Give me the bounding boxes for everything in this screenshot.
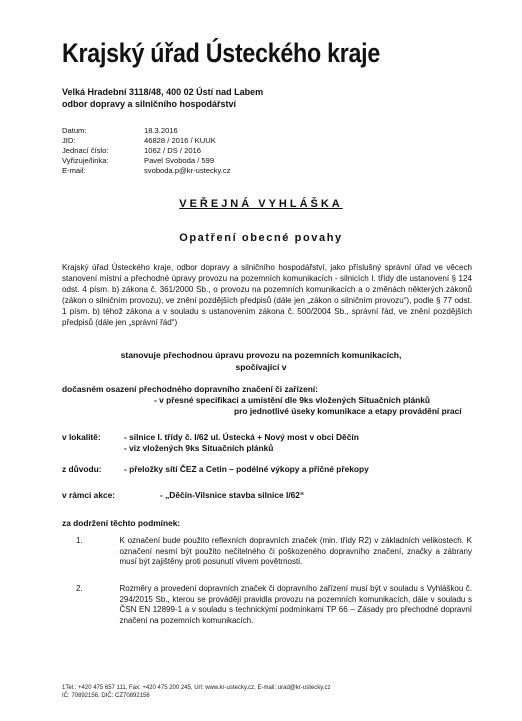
- decision-line-1: stanovuje přechodnou úpravu provozu na pozemních komunikacích,: [120, 350, 402, 360]
- meta-row-date: [62, 126, 231, 136]
- condition-number: 1.: [76, 536, 83, 545]
- meta-row-reference: [62, 146, 231, 156]
- document-metadata: [62, 126, 231, 176]
- reason-text: - přeložky sítí ČEZ a Cetin – podélné výkopy a příčné překopy: [124, 464, 369, 474]
- meta-row-jid: [62, 136, 231, 146]
- location-line-2: - viz vložených 9ks Situačních plánků: [124, 443, 274, 453]
- meta-value: 18.3.2016: [144, 126, 178, 135]
- authority-address: Velká Hradební 3118/48, 400 02 Ústí nad Labem: [62, 87, 264, 97]
- placement-line-3: pro jednotlivé úseky komunikace a etapy provádění prací: [234, 406, 462, 416]
- condition-text: Rozměry a provedení dopravních značek či dopravního zařízení musí být v souladu s Vyhláškou č. 294/2015 Sb., kterou se provádějí pravidla provozu na pozemních komunikacích, dále v souladu s ČSN EN 12899-1 a v souladu s technickými podmínkami TP 66 – Zásady pro přechodné dopravní značení na pozemních komunikacích.: [119, 584, 472, 625]
- meta-row-email: [62, 166, 231, 176]
- action-block: [62, 490, 482, 501]
- page-footer: [62, 684, 330, 700]
- decision-statement: [0, 350, 522, 373]
- conditions-heading: za dodržení těchto podmínek:: [62, 518, 181, 528]
- document-heading: [0, 198, 522, 210]
- placement-block: [62, 384, 482, 417]
- document-subheading: Opatření obecné povahy: [179, 232, 343, 244]
- meta-label: Vyřizuje/linka:: [62, 156, 109, 165]
- meta-label: JID:: [62, 136, 76, 145]
- placement-line-1: dočasném osazení přechodného dopravního značení či zařízení:: [62, 384, 318, 394]
- meta-label: Datum:: [62, 126, 87, 135]
- authority-address-block: [62, 86, 263, 110]
- condition-item: [62, 536, 472, 568]
- page-number: 1: [62, 685, 66, 691]
- placement-line-2: - v přesné specifikaci a umístění dle 9ks vložených Situačních plánků: [154, 395, 431, 405]
- intro-paragraph: Krajský úřad Ústeckého kraje, odbor dopravy a silničního hospodářství, jako příslušný správní úřad ve věcech stanovení místní a přechodné úpravy provozu na pozemních komunikacích - silnicích I. třídy dle ustanovení § 124 odst. 4 písm. b) zákona č. 361/2000 Sb., o provozu na pozemních komunikacích a o změnách některých zákonů (zákon o silničním provozu), ve znění pozdějších předpisů (dále jen „zákon o silničním provozu“), podle § 77 odst. 1 písm. b) téhož zákona a v souladu s ustanovením zákona č. 500/2004 Sb., správní řád, ve znění pozdějších předpisů (dále jen „správní řád“): [62, 263, 472, 327]
- footer-contact: Tel.: +420 475 657 111, Fax: +420 475 200 245, Url: www.kr-ustecky.cz, E-mail: urad@kr-ustecky.cz: [65, 685, 331, 691]
- footer-ids: IČ: 70892156, DIČ: CZ70892156: [62, 693, 150, 699]
- condition-number: 2.: [76, 584, 83, 593]
- meta-label: Jednací číslo:: [62, 146, 109, 155]
- document-heading-text: VEŘEJNÁ VYHLÁŠKA: [179, 198, 343, 210]
- meta-value: 46828 / 2016 / KUUK: [144, 136, 216, 145]
- meta-label: E-mail:: [62, 166, 86, 175]
- action-text: - „Děčín-Vilsnice stavba silnice I/62“: [160, 490, 305, 500]
- condition-item: [62, 584, 472, 626]
- authority-department: odbor dopravy a silničního hospodářství: [62, 99, 237, 109]
- location-block: [62, 432, 482, 454]
- meta-value: 1062 / DS / 2016: [144, 146, 201, 155]
- reason-label: z důvodu:: [62, 464, 102, 474]
- meta-value-email: svoboda.p@kr-ustecky.cz: [144, 166, 231, 175]
- reason-block: [62, 464, 482, 475]
- meta-row-handler: [62, 156, 231, 166]
- condition-text: K označení bude použito reflexních dopravních značek (min. třídy R2) v základních velikostech. K označení nesmí být použito nečitelného či poškozeného dopravního značení, značky a zábrany musí být zajištěny proti posunutí vlivem povětrnosti.: [119, 536, 472, 566]
- location-label: v lokalitě:: [62, 432, 101, 442]
- authority-title: Krajský úřad Ústeckého kraje: [62, 38, 381, 68]
- meta-value: Pavel Svoboda / 599: [144, 156, 215, 165]
- decision-line-2: spočívající v: [235, 361, 287, 372]
- location-line-1: - silnice I. třídy č. I/62 ul. Ústecká + Nový most v obci Děčín: [124, 432, 359, 442]
- action-label: v rámci akce:: [62, 490, 116, 500]
